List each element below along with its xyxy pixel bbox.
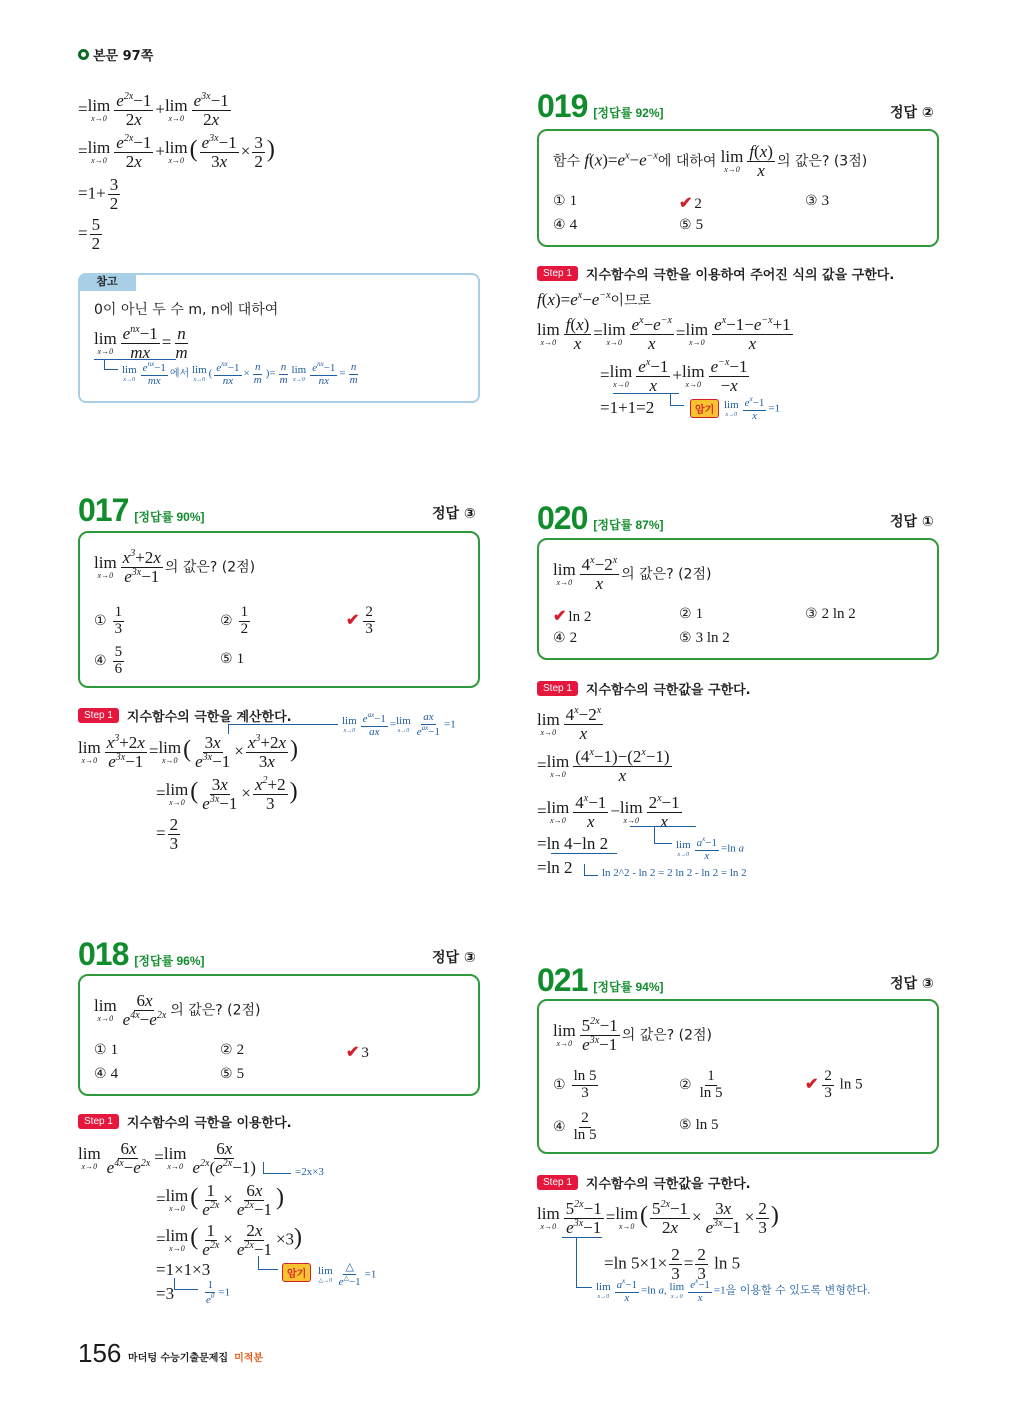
page-number: 156 <box>78 1338 122 1368</box>
step-badge: Step 1 <box>537 681 578 696</box>
checkmark-icon: ✔ <box>805 1075 819 1093</box>
choice-5[interactable]: ⑤ 3 ln 2 <box>679 630 730 646</box>
memo-badge: 암기 <box>690 398 719 418</box>
step-header <box>537 1173 751 1192</box>
solution-line-2: = lim x→0 $\frac{(4^x-1)-(2^x-1)}{x}$ <box>537 747 670 785</box>
problem-017-box <box>78 531 480 688</box>
step-badge: Step 1 <box>537 1175 578 1190</box>
solution-line-1: lim x→0 $\frac{f(x)}{x}$ = lim x→0 $\frac{e^x-e^{-x}}{x}$ = lim x→0 $\frac{e^x-1-e^{-x}+1}{x}$ <box>537 315 791 353</box>
ln-underline <box>551 853 617 854</box>
memo-badge: 암기 <box>282 1262 311 1282</box>
question-text: lim x→0 $\frac{4^x-2^x}{x}$ 의 값은? (2점) <box>553 555 712 593</box>
hint-021: lim x→0 $\frac{a^x-1}{x}$ =ln a, lim x→0 $\frac{e^x-1}{x}$ =1을 이용할 수 있도록 변형한다. <box>596 1277 871 1304</box>
step-title: 지수함수의 극한을 이용하여 주어진 식의 값을 구한다. <box>585 268 895 283</box>
problem-number: 018 <box>78 936 129 972</box>
step-header <box>78 1112 292 1131</box>
problem-021-header <box>537 962 664 999</box>
hint-arrow <box>263 1162 291 1174</box>
choice-4[interactable]: ④ 2 <box>553 630 578 646</box>
problem-018-box <box>78 974 480 1096</box>
footer-title <box>128 1349 263 1364</box>
correct-rate: [정답률 92%] <box>593 106 664 120</box>
solution-line-1: lim x→0 $\frac{4^x-2^x}{x}$ <box>537 705 602 743</box>
step-header <box>537 679 751 698</box>
step-header <box>537 264 894 283</box>
choice-3-checked[interactable]: ✔ 3 <box>346 1044 369 1061</box>
choice-4[interactable]: ④ 4 <box>553 217 578 233</box>
answer-label: 정답 ③ <box>432 950 476 966</box>
question-text: lim x→0 $\frac{6x}{e^{4x}-e^{2x}}$ 의 값은? (2점) <box>94 991 261 1029</box>
choice-1-checked[interactable]: ✔ ln 2 <box>553 608 592 625</box>
solution-line-5: =ln 2 <box>537 858 573 877</box>
solution-line-4: =ln 4−ln 2 <box>537 834 609 853</box>
hint-e0: $\frac{1}{e^0}$ =1 <box>206 1279 231 1306</box>
answer-label: 정답 ③ <box>432 506 476 522</box>
note-formula: lim x→0 $\frac{e^{nx}-1}{mx}$ = $\frac{n}{m}$ <box>94 324 188 362</box>
step-header <box>78 706 292 725</box>
continuation-line-1: = lim x→0 $\frac{e^{2x}-1}{2x}$ + lim x→0 $\frac{e^{3x}-1}{2x}$ <box>78 91 229 129</box>
correct-rate: [정답률 94%] <box>593 980 664 994</box>
circle-bullet-icon <box>78 49 89 60</box>
choice-4[interactable]: ④ $\frac{2}{\ln 5}$ <box>553 1110 597 1143</box>
choice-4[interactable]: ④ 4 <box>94 1066 119 1082</box>
hint-memo: lim △→0 $\frac{\triangle}{e^\triangle-1}$ =1 <box>318 1261 377 1288</box>
ln-arrow <box>584 864 598 876</box>
checkmark-icon: ✔ <box>553 608 567 625</box>
choice-3-checked[interactable]: ✔ $\frac{2}{3}$ ln 5 <box>805 1068 863 1101</box>
hint-017: lim x→0 $\frac{e^{ax}-1}{ax}$ = lim x→0 $\frac{ax}{e^{ax}-1}$ =1 <box>342 711 456 738</box>
checkmark-icon: ✔ <box>346 611 360 629</box>
choice-2-checked[interactable]: ✔ 2 <box>679 195 702 212</box>
problem-019-box <box>537 129 939 247</box>
hint-a: lim x→0 $\frac{a^x-1}{x}$ =ln a <box>676 835 745 862</box>
choice-5[interactable]: ⑤ 5 <box>220 1066 245 1082</box>
problem-number: 020 <box>537 500 588 536</box>
memo-arrow <box>258 1256 278 1270</box>
step-badge: Step 1 <box>537 266 578 281</box>
note-explanation: lim x→0 $\frac{e^{nx}-1}{mx}$ 에서 lim x→0 ( $\frac{e^{nx}-1}{nx}$ × $\frac{n}{m}$ )= $\frac{n}{m}$ lim x→0 $\frac{e^{nx}-1}{nx}$ = $\frac{n}{m}$ <box>122 360 358 387</box>
choice-5[interactable]: ⑤ 1 <box>220 651 245 667</box>
choice-2[interactable]: ② $\frac{1}{\ln 5}$ <box>679 1068 723 1101</box>
choice-2[interactable]: ② 2 <box>220 1042 245 1058</box>
problem-021-box <box>537 999 939 1154</box>
step-title: 지수함수의 극한을 계산한다. <box>126 710 292 725</box>
note-box <box>78 273 480 403</box>
continuation-line-4: = $\frac{5}{2}$ <box>78 215 101 253</box>
subject-label: 미적분 <box>234 1353 264 1364</box>
step-badge: Step 1 <box>78 1114 119 1129</box>
question-text: lim x→0 $\frac{5^{2x}-1}{e^{3x}-1}$ 의 값은? (2점) <box>553 1016 712 1054</box>
problem-number: 017 <box>78 492 129 528</box>
step-title: 지수함수의 극한값을 구한다. <box>585 683 751 698</box>
choice-3[interactable]: ③ 3 <box>805 193 830 209</box>
choice-2[interactable]: ② 1 <box>679 606 704 622</box>
question-text: lim x→0 $\frac{x^3+2x}{e^{3x}-1}$ 의 값은? (2점) <box>94 548 256 586</box>
note-tab: 참고 <box>78 273 136 291</box>
choice-1[interactable]: ① $\frac{1}{3}$ <box>94 604 123 637</box>
given-line: $f(x)=e^x-e^{-x}$이므로 <box>537 290 652 309</box>
problem-020-header <box>537 500 664 537</box>
answer-label: 정답 ② <box>890 105 934 121</box>
choice-3-checked[interactable]: ✔ $\frac{2}{3}$ <box>346 604 373 637</box>
solution-line-2: = lim x→0 ( $\frac{1}{e^{2x}}$ × $\frac{6x}{e^{2x}-1}$ ) <box>156 1181 284 1219</box>
choice-3[interactable]: ③ 2 ln 2 <box>805 606 856 622</box>
answer-label: 정답 ③ <box>890 976 934 992</box>
problem-019-header <box>537 88 664 125</box>
continuation-line-3: =1+ $\frac{3}{2}$ <box>78 175 119 213</box>
choice-5[interactable]: ⑤ 5 <box>679 217 704 233</box>
choice-1[interactable]: ① 1 <box>553 193 578 209</box>
correct-rate: [정답률 87%] <box>593 518 664 532</box>
solution-line-5: =3 <box>156 1284 175 1303</box>
choice-2[interactable]: ② $\frac{1}{2}$ <box>220 604 249 637</box>
answer-label: 정답 ① <box>890 514 934 530</box>
hint-6x: =2x×3 <box>295 1166 324 1178</box>
page-reference <box>78 45 153 64</box>
solution-line-1: lim x→0 $\frac{6x}{e^{4x}-e^{2x}}$ = lim x→0 $\frac{6x}{e^{2x}(e^{2x}-1)}$ <box>78 1139 256 1177</box>
solution-line-3: = $\frac{2}{3}$ <box>156 815 179 853</box>
note-intro: 0이 아닌 두 수 m, n에 대하여 <box>94 302 279 318</box>
hint-ln: ln 2^2 - ln 2 = 2 ln 2 - ln 2 = ln 2 <box>602 867 747 879</box>
checkmark-icon: ✔ <box>346 1044 360 1061</box>
hint-arrow <box>654 826 672 844</box>
e0-arrow <box>174 1278 198 1290</box>
problem-number: 021 <box>537 962 588 998</box>
choice-1[interactable]: ① 1 <box>94 1042 119 1058</box>
step-badge: Step 1 <box>78 708 119 723</box>
step-title: 지수함수의 극한값을 구한다. <box>585 1177 751 1192</box>
choice-1[interactable]: ① $\frac{\ln 5}{3}$ <box>553 1068 597 1101</box>
continuation-line-2: = lim x→0 $\frac{e^{2x}-1}{2x}$ + lim x→0 ( $\frac{e^{3x}-1}{3x}$ × $\frac{3}{2}$ ) <box>78 133 275 171</box>
question-text: 함수 $f(x)=e^x-e^{-x}$에 대하여 lim x→0 $\frac{f(x)}{x}$ 의 값은? (3점) <box>553 142 868 180</box>
hint-arrow <box>576 1238 592 1288</box>
solution-line-1: lim x→0 $\frac{x^3+2x}{e^{3x}-1}$ = lim x→0 ( $\frac{3x}{e^{3x}-1}$ × $\frac{x^3+2x}{3x}$ ) <box>78 733 298 771</box>
solution-line-2: =ln 5×1× $\frac{2}{3}$ = $\frac{2}{3}$ ln 5 <box>604 1245 741 1283</box>
correct-rate: [정답률 90%] <box>134 510 205 524</box>
solution-line-3: = lim x→0 $\frac{4^x-1}{x}$ − lim x→0 $\frac{2^x-1}{x}$ <box>537 793 680 831</box>
book-title: 마더텅 수능기출문제집 <box>128 1353 229 1364</box>
note-arrow <box>104 360 118 370</box>
problem-018-header <box>78 936 205 973</box>
step-title: 지수함수의 극한을 이용한다. <box>126 1116 292 1131</box>
problem-020-box <box>537 538 939 660</box>
choice-5[interactable]: ⑤ ln 5 <box>679 1117 719 1133</box>
solution-line-2: = lim x→0 $\frac{e^x-1}{x}$ + lim x→0 $\frac{e^{-x}-1}{-x}$ <box>600 357 748 395</box>
memo-arrow <box>670 394 684 406</box>
choice-4[interactable]: ④ $\frac{5}{6}$ <box>94 644 123 677</box>
solution-line-3: = lim x→0 ( $\frac{1}{e^{2x}}$ × $\frac{2x}{e^{2x}-1}$ ×3) <box>156 1221 303 1259</box>
solution-line-3: =1+1=2 <box>600 398 655 417</box>
problem-number: 019 <box>537 88 588 124</box>
solution-line-2: = lim x→0 ( $\frac{3x}{e^{3x}-1}$ × $\frac{x^2+2}{3}$ ) <box>156 775 298 813</box>
solution-line-4: =1×1×3 <box>156 1260 211 1279</box>
solution-line-1: lim x→0 $\frac{5^{2x}-1}{e^{3x}-1}$ = lim x→0 ( $\frac{5^{2x}-1}{2x}$ × $\frac{3x}{e^{3x}-1}$ × $\frac{2}{3}$ ) <box>537 1199 779 1237</box>
page-ref-text: 본문 97쪽 <box>93 49 154 64</box>
hint-memo: lim x→0 $\frac{e^x-1}{x}$ =1 <box>724 395 781 422</box>
problem-017-header <box>78 492 205 529</box>
correct-rate: [정답률 96%] <box>134 954 205 968</box>
checkmark-icon: ✔ <box>679 195 693 212</box>
